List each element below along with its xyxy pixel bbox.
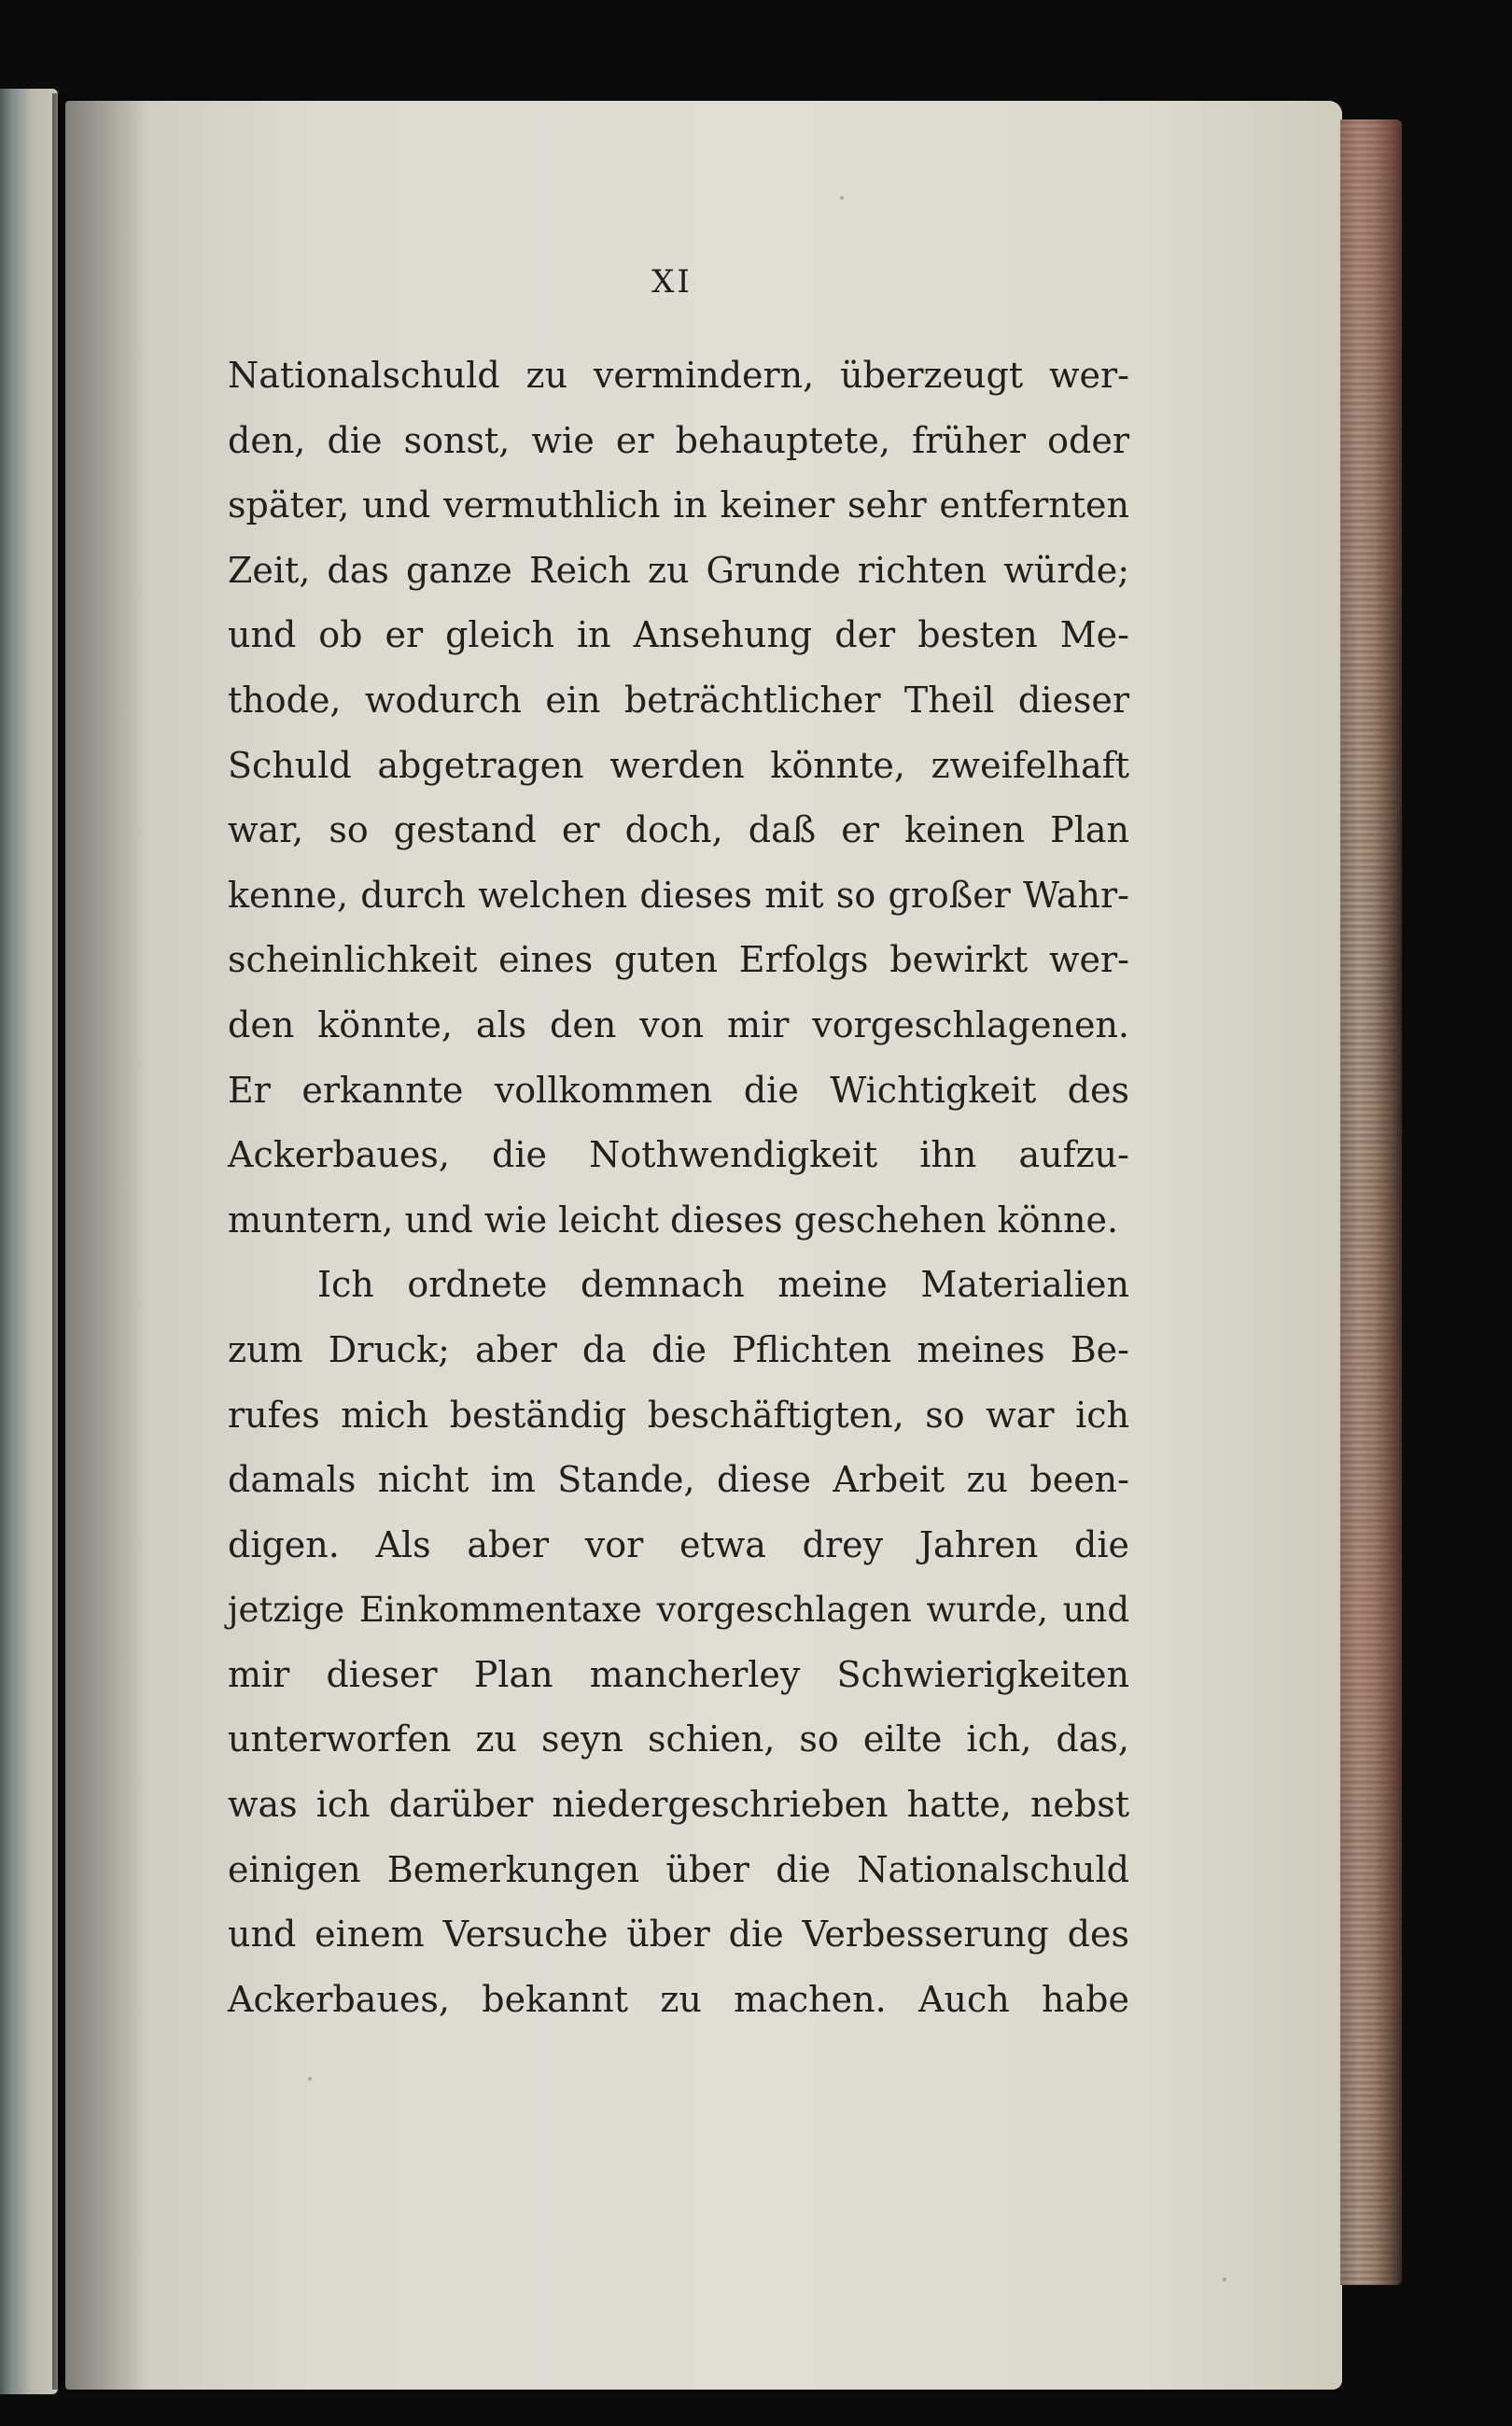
text-line: kenne, durch welchen dieses mit so großer Wahr- (228, 874, 1129, 916)
text-line: den, die sonst, wie er behauptete, früher oder (228, 419, 1129, 461)
body-text (228, 344, 1129, 2032)
text-line: Er erkannte vollkommen die Wichtigkeit des (228, 1069, 1129, 1111)
previous-page-edge (0, 89, 58, 2394)
text-line: thode, wodurch ein beträchtlicher Theil dieser (228, 679, 1129, 721)
text-line: zum Druck; aber da die Pflichten meines Be- (228, 1328, 1129, 1370)
text-line: und ob er gleich in Ansehung der besten Me- (228, 614, 1129, 656)
text-line: digen. Als aber vor etwa drey Jahren die (228, 1523, 1129, 1565)
paper-speck (840, 196, 844, 200)
page-block-edges-tint (1340, 119, 1402, 2285)
text-line: einigen Bemerkungen über die Nationalschuld (228, 1848, 1129, 1890)
page-number: XI (651, 263, 693, 301)
text-line: Zeit, das ganze Reich zu Grunde richten würde; (228, 549, 1129, 591)
text-line: war, so gestand er doch, daß er keinen Plan (228, 809, 1129, 851)
text-line: scheinlichkeit eines guten Erfolgs bewirkt wer- (228, 939, 1129, 981)
text-line: Nationalschuld zu vermindern, überzeugt wer- (228, 355, 1129, 396)
text-line: Ackerbaues, bekannt zu machen. Auch habe (228, 1978, 1129, 2020)
text-line-paragraph-end: muntern, und wie leicht dieses geschehen könne. (228, 1199, 1119, 1241)
text-line: unterworfen zu seyn schien, so eilte ich, das, (228, 1718, 1129, 1760)
text-line: und einem Versuche über die Verbesserung des (228, 1914, 1129, 1956)
text-line: mir dieser Plan mancherley Schwierigkeiten (228, 1653, 1129, 1695)
paper-speck (1223, 2278, 1226, 2281)
text-line-paragraph-start: Ich ordnete demnach meine Materialien (317, 1264, 1129, 1306)
text-line: später, und vermuthlich in keiner sehr entfernten (228, 484, 1129, 526)
text-line: rufes mich beständig beschäftigten, so war ich (228, 1394, 1129, 1436)
text-line: was ich darüber niedergeschrieben hatte, nebst (228, 1784, 1129, 1826)
paper-speck (308, 2077, 312, 2081)
text-line: damals nicht im Stande, diese Arbeit zu been- (228, 1459, 1129, 1501)
text-line: Ackerbaues, die Nothwendigkeit ihn aufzu- (228, 1134, 1129, 1176)
text-line: den könnte, als den von mir vorgeschlagenen. (228, 1003, 1129, 1045)
text-line: Schuld abgetragen werden könnte, zweifelhaft (228, 744, 1129, 786)
gutter-shade (65, 101, 149, 2390)
text-line: jetzige Einkommentaxe vorgeschlagen wurde, und (228, 1590, 1129, 1631)
